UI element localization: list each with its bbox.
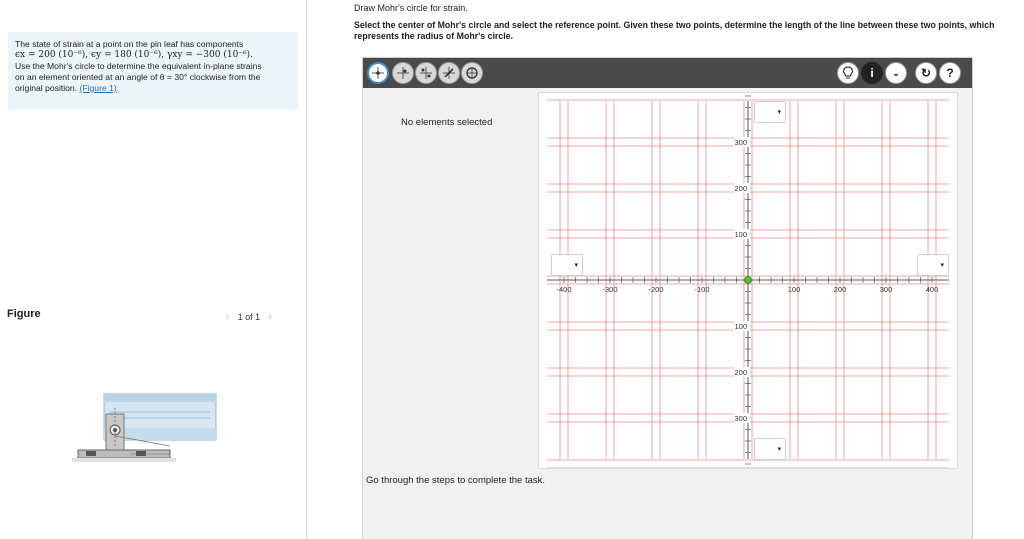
problem-line-3: Use the Mohr's circle to determine the equivalent in-plane strains	[15, 61, 262, 71]
x-tick-label: 300	[879, 285, 893, 294]
info-icon[interactable]: i	[861, 62, 883, 84]
circle-tool-icon[interactable]	[461, 62, 483, 84]
problem-line-5-text: original position.	[15, 83, 78, 93]
left-column	[0, 0, 307, 539]
drawing-tool-panel	[362, 57, 973, 539]
problem-line-1: The state of strain at a point on the pin leaf has components	[15, 39, 244, 49]
x-tick-label: -100	[694, 285, 710, 294]
hint-lightbulb-icon[interactable]	[837, 62, 859, 84]
problem-line-5	[15, 83, 291, 94]
previous-figure-icon[interactable]: ‹	[226, 311, 230, 323]
x-tick-label: 400	[925, 285, 939, 294]
center-tool-icon[interactable]	[392, 62, 414, 84]
y-tick-label: 200	[734, 368, 747, 377]
x-tick-label: -400	[556, 285, 572, 294]
reference-point-tool-icon[interactable]	[415, 62, 437, 84]
figure-heading: Figure	[7, 308, 41, 320]
problem-line-4: on an element oriented at an angle of θ = 30° clockwise from the	[15, 72, 261, 82]
task-footer: Go through the steps to complete the task.	[366, 475, 546, 486]
mohr-circle-graph[interactable]	[538, 92, 958, 469]
select-point-tool-icon[interactable]	[367, 62, 389, 84]
task-title: Draw Mohr's circle for strain.	[354, 3, 468, 13]
selection-status: No elements selected	[401, 117, 493, 128]
next-figure-icon[interactable]: ›	[268, 311, 272, 323]
x-tick-label: -200	[648, 285, 664, 294]
y-tick-label: 100	[734, 322, 747, 331]
help-icon[interactable]: ?	[939, 62, 961, 84]
pin-leaf-figure	[70, 390, 220, 468]
y-axis-top-dropdown[interactable]: ▾	[754, 101, 786, 123]
problem-strain-components: ϵx = 200 (10⁻⁶), ϵy = 180 (10⁻⁶), γxy = −300 (10⁻⁶).	[15, 50, 254, 60]
reset-icon[interactable]: ↻	[915, 62, 937, 84]
x-tick-label: -300	[602, 285, 618, 294]
y-tick-label: 200	[734, 184, 747, 193]
y-tick-label: 300	[734, 138, 747, 147]
figure-link[interactable]: (Figure 1)	[79, 83, 117, 93]
origin-point	[745, 277, 752, 284]
chevron-down-icon[interactable]: ⌄	[885, 62, 907, 84]
x-tick-label: 200	[833, 285, 847, 294]
x-axis-left-dropdown[interactable]: ▾	[551, 254, 583, 276]
line-tool-icon[interactable]	[438, 62, 460, 84]
toolbar	[363, 58, 972, 88]
task-instructions: Select the center of Mohr's circle and select the reference point. Given these two points, determine the length of the line between these two points, which represents the radius of Mohr's circle.	[354, 20, 995, 41]
x-axis-right-dropdown[interactable]: ▾	[917, 254, 949, 276]
y-tick-label: 300	[734, 414, 747, 423]
figure-pager-text: 1 of 1	[237, 312, 261, 322]
figure-pager	[226, 311, 272, 323]
problem-statement	[8, 32, 298, 110]
graph-canvas[interactable]	[539, 93, 957, 468]
x-tick-label: 100	[787, 285, 801, 294]
y-axis-bottom-dropdown[interactable]: ▾	[754, 438, 786, 460]
y-tick-label: 100	[734, 230, 747, 239]
